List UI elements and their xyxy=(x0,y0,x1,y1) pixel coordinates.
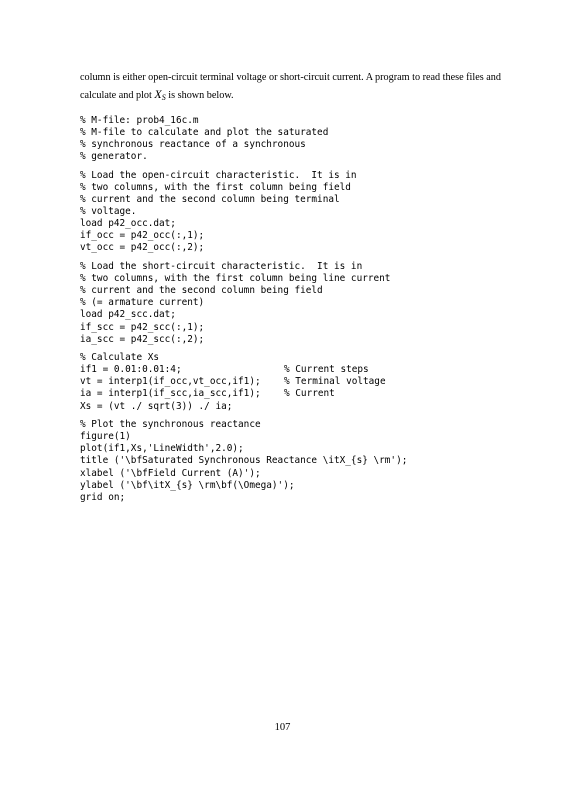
intro-line-2 xyxy=(80,86,540,106)
code-line xyxy=(80,376,550,388)
code-line: ylabel ('\bf\itX_{s} \rm\bf(\Omega)'); xyxy=(80,479,295,491)
code-line: % M-file: prob4_16c.m xyxy=(80,115,199,126)
code-line: % voltage. xyxy=(80,206,137,218)
code-block-plot xyxy=(80,419,550,504)
page-number: 107 xyxy=(274,722,291,733)
intro-line-1: column is either open-circuit terminal voltage or short-circuit current. A program to read these files and xyxy=(80,72,501,83)
code-line: if_scc = p42_scc(:,1); xyxy=(80,321,205,333)
code-comment: % Current steps xyxy=(284,364,369,376)
intro-line-2-after: is shown below. xyxy=(165,90,234,101)
code-block-calc xyxy=(80,352,550,412)
code-line: ia_scc = p42_scc(:,2); xyxy=(80,333,205,345)
code-line xyxy=(80,388,550,400)
xs-subscript: S xyxy=(161,93,166,102)
code-line: Xs = (vt ./ sqrt(3)) ./ ia; xyxy=(80,400,233,412)
code-line: % synchronous reactance of a synchronous xyxy=(80,139,306,151)
code-comment: % Current xyxy=(284,388,335,400)
code-comment: % Terminal voltage xyxy=(284,376,386,388)
code-statement: vt = interp1(if_occ,vt_occ,if1); xyxy=(80,376,261,388)
code-line: grid on; xyxy=(80,491,126,503)
code-line: % two columns, with the first column being field xyxy=(80,181,351,193)
code-line xyxy=(80,364,550,376)
code-line: % current and the second column being terminal xyxy=(80,194,340,206)
code-line: xlabel ('\bfField Current (A)'); xyxy=(80,467,261,479)
code-statement: if1 = 0.01:0.01:4; xyxy=(80,364,182,376)
code-block-header xyxy=(80,115,550,163)
code-line: % generator. xyxy=(80,151,148,163)
code-line: % two columns, with the first column being line current xyxy=(80,273,391,285)
code-line: % Plot the synchronous reactance xyxy=(80,419,261,431)
code-line: load p42_occ.dat; xyxy=(80,218,176,230)
xs-symbol: X xyxy=(154,87,162,101)
code-line: if_occ = p42_occ(:,1); xyxy=(80,230,205,242)
code-line: vt_occ = p42_occ(:,2); xyxy=(80,242,205,254)
code-line: load p42_scc.dat; xyxy=(80,309,176,321)
matlab-code-listing xyxy=(80,115,550,510)
code-line: plot(if1,Xs,'LineWidth',2.0); xyxy=(80,443,244,455)
intro-line-2-before: calculate and plot xyxy=(80,90,155,101)
code-line: % Calculate Xs xyxy=(80,352,160,364)
code-line: title ('\bfSaturated Synchronous Reactance \itX_{s} \rm'); xyxy=(80,455,408,467)
code-line: % (= armature current) xyxy=(80,297,205,309)
code-block-occ xyxy=(80,170,550,255)
code-line: % Load the short-circuit characteristic. It is in xyxy=(80,261,363,273)
code-block-scc xyxy=(80,261,550,346)
code-statement: ia = interp1(if_scc,ia_scc,if1); xyxy=(80,388,261,400)
code-line: % M-file to calculate and plot the saturated xyxy=(80,127,329,139)
code-line: % current and the second column being field xyxy=(80,285,323,297)
code-line: figure(1) xyxy=(80,431,131,443)
intro-paragraph xyxy=(80,69,540,106)
code-line: % Load the open-circuit characteristic. It is in xyxy=(80,169,357,181)
